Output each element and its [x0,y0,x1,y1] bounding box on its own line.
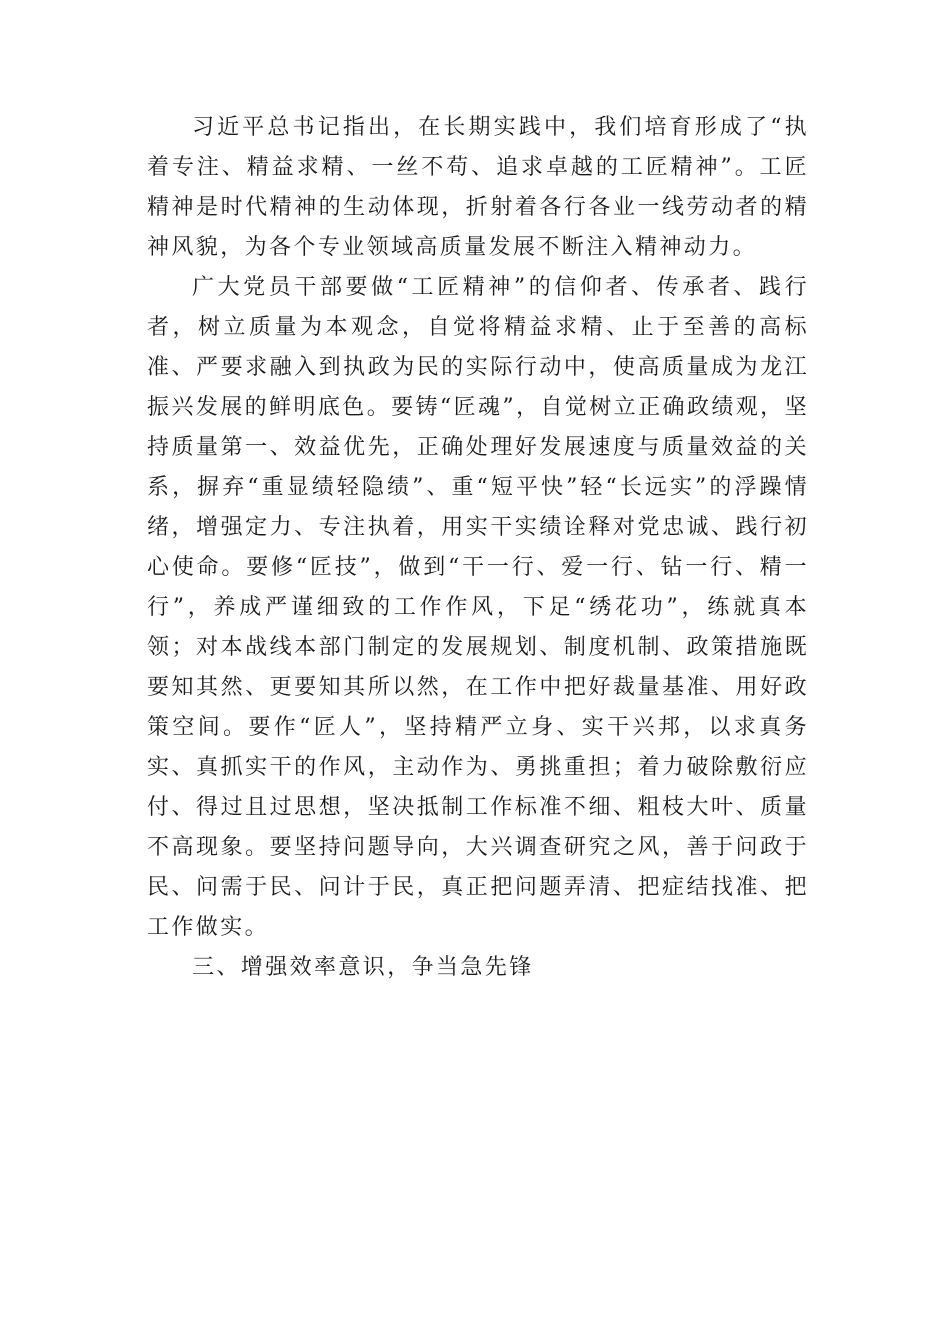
document-body [147,108,809,988]
paragraph-1: 习近平总书记指出，在长期实践中，我们培育形成了“执着专注、精益求精、一丝不苟、追求卓越的工匠精神”。工匠精神是时代精神的生动体现，折射着各行各业一线劳动者的精神风貌，为各个专业领域高质量发展不断注入精神动力。 [147,115,809,260]
paragraph-2: 广大党员干部要做“工匠精神”的信仰者、传承者、践行者，树立质量为本观念，自觉将精益求精、止于至善的高标准、严要求融入到执政为民的实际行动中，使高质量成为龙江振兴发展的鲜明底色。要铸“匠魂”，自觉树立正确政绩观，坚持质量第一、效益优先，正确处理好发展速度与质量效益的关系，摒弃“重显绩轻隐绩”、重“短平快”轻“长远实”的浮躁情绪，增强定力、专注执着，用实干实绩诠释对党忠诚、践行初心使命。要修“匠技”，做到“干一行、爱一行、钻一行、精一行”，养成严谨细致的工作作风，下足“绣花功”，练就真本领；对本战线本部门制定的发展规划、制度机制、政策措施既要知其然、更要知其所以然，在工作中把好裁量基准、用好政策空间。要作“匠人”，坚持精严立身、实干兴邦，以求真务实、真抓实干的作风，主动作为、勇挑重担；着力破除敷衍应付、得过且过思想，坚决抵制工作标准不细、粗枝大叶、质量不高现象。要坚持问题导向，大兴调查研究之风，善于问政于民、问需于民、问计于民，真正把问题弄清、把症结找准、把工作做实。 [147,275,809,940]
section-heading: 三、增强效率意识，争当急先锋 [192,955,534,980]
